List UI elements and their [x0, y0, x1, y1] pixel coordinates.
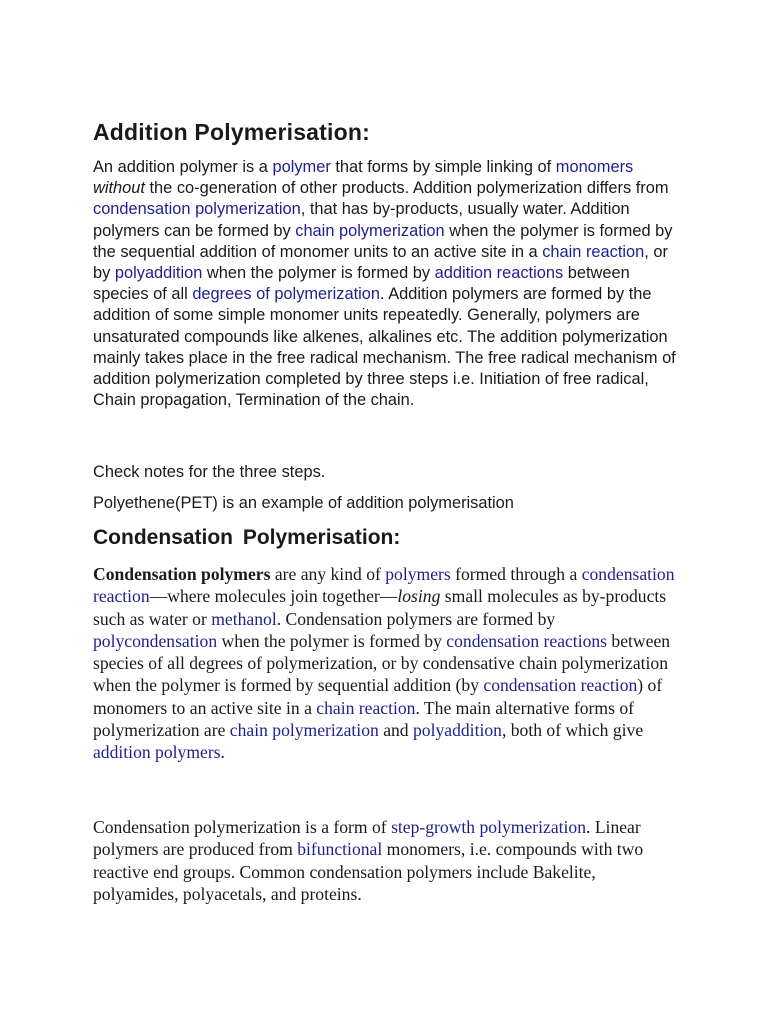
heading-condensation-polymerisation: Condensation Polymerisation: — [93, 526, 401, 549]
link-chain-reaction[interactable]: chain reaction — [542, 242, 645, 261]
emphasis-without: without — [93, 179, 145, 198]
link-condensation-reactions[interactable]: condensation reactions — [446, 630, 608, 651]
text: , both of which give — [501, 720, 644, 741]
text: . — [220, 742, 225, 763]
link-polycondensation[interactable]: polycondensation — [93, 630, 218, 651]
link-degrees-of-polymerization[interactable]: degrees of polymerization — [192, 285, 380, 304]
text: , that has by-products, usually water. Addition polymers can be formed by — [93, 200, 630, 240]
paragraph-pet-example: Polyethene(PET) is an example of addition polymerisation — [93, 494, 514, 512]
text: when the polymer is formed by — [217, 630, 447, 651]
text: . Addition polymers are formed by the addition of some simple monomer units repeatedly. Generally, polymers are unsaturated compounds like alkenes, alkalines etc. The addition polymerization mainly takes place in the free radical mechanism. The free radical mechanism of addition polymerization completed by three steps i.e. Initiation of free radical, Chain propagation, Termination of the chain. — [93, 285, 676, 410]
text: when the polymer is formed by the sequential addition of monomer units to an active site in a — [93, 221, 673, 261]
text: and — [378, 720, 413, 741]
text: small molecules as by-products such as water or — [93, 586, 667, 629]
paragraph-addition-definition — [93, 157, 681, 411]
text: —where molecules join together— — [149, 586, 398, 607]
paragraph-check-notes: Check notes for the three steps. — [93, 463, 326, 481]
link-chain-polymerization[interactable]: chain polymerization — [229, 720, 379, 741]
text: when the polymer is formed by — [202, 264, 435, 283]
text: that forms by simple linking of — [330, 158, 556, 176]
text: monomers, i.e. compounds with two reactive end groups. Common condensation polymers include Bakelite, polyamides, polyacetals, and proteins. — [93, 839, 644, 904]
text: . Condensation polymers are formed by — [276, 608, 556, 629]
link-methanol[interactable]: methanol — [211, 608, 277, 629]
link-monomers[interactable]: monomers — [555, 158, 634, 176]
text: , or by — [93, 242, 668, 283]
text: are any kind of — [270, 564, 386, 584]
paragraph-step-growth — [93, 816, 681, 905]
link-step-growth-polymerization[interactable]: step-growth polymerization — [391, 817, 587, 837]
link-polyaddition[interactable]: polyaddition — [114, 264, 203, 283]
link-condensation-reaction-2[interactable]: condensation reaction — [483, 675, 638, 696]
text: the co-generation of other products. Addition polymerization differs from — [144, 179, 669, 198]
link-chain-reaction[interactable]: chain reaction — [316, 697, 416, 718]
text: . The main alternative forms of polymerization are — [93, 697, 634, 741]
link-polyaddition[interactable]: polyaddition — [413, 720, 502, 741]
link-chain-polymerization[interactable]: chain polymerization — [295, 221, 445, 240]
text: between species of all degrees of polymerization, or by condensative chain polymerization when the polymer is formed by sequential addition (by — [93, 630, 671, 696]
link-condensation-polymerization[interactable]: condensation polymerization — [93, 200, 301, 219]
paragraph-condensation-definition — [93, 563, 681, 764]
link-polymer[interactable]: polymer — [272, 158, 331, 176]
emphasis-losing: losing — [397, 586, 441, 607]
text: between species of all — [93, 264, 630, 304]
link-addition-reactions[interactable]: addition reactions — [434, 264, 564, 283]
text: ) of monomers to an active site in a — [93, 675, 663, 718]
link-polymers[interactable]: polymers — [385, 564, 451, 584]
text: Condensation polymerization is a form of — [93, 817, 392, 837]
text: An addition polymer is a — [93, 158, 273, 176]
bold-condensation-polymers: Condensation polymers — [93, 564, 271, 584]
link-bifunctional[interactable]: bifunctional — [297, 839, 383, 860]
heading-addition-polymerisation: Addition Polymerisation: — [93, 119, 370, 145]
text: formed through a — [450, 564, 582, 584]
link-addition-polymers[interactable]: addition polymers — [93, 742, 221, 763]
text: . Linear polymers are produced from — [93, 817, 641, 860]
link-condensation-reaction[interactable]: condensation reaction — [93, 564, 675, 607]
